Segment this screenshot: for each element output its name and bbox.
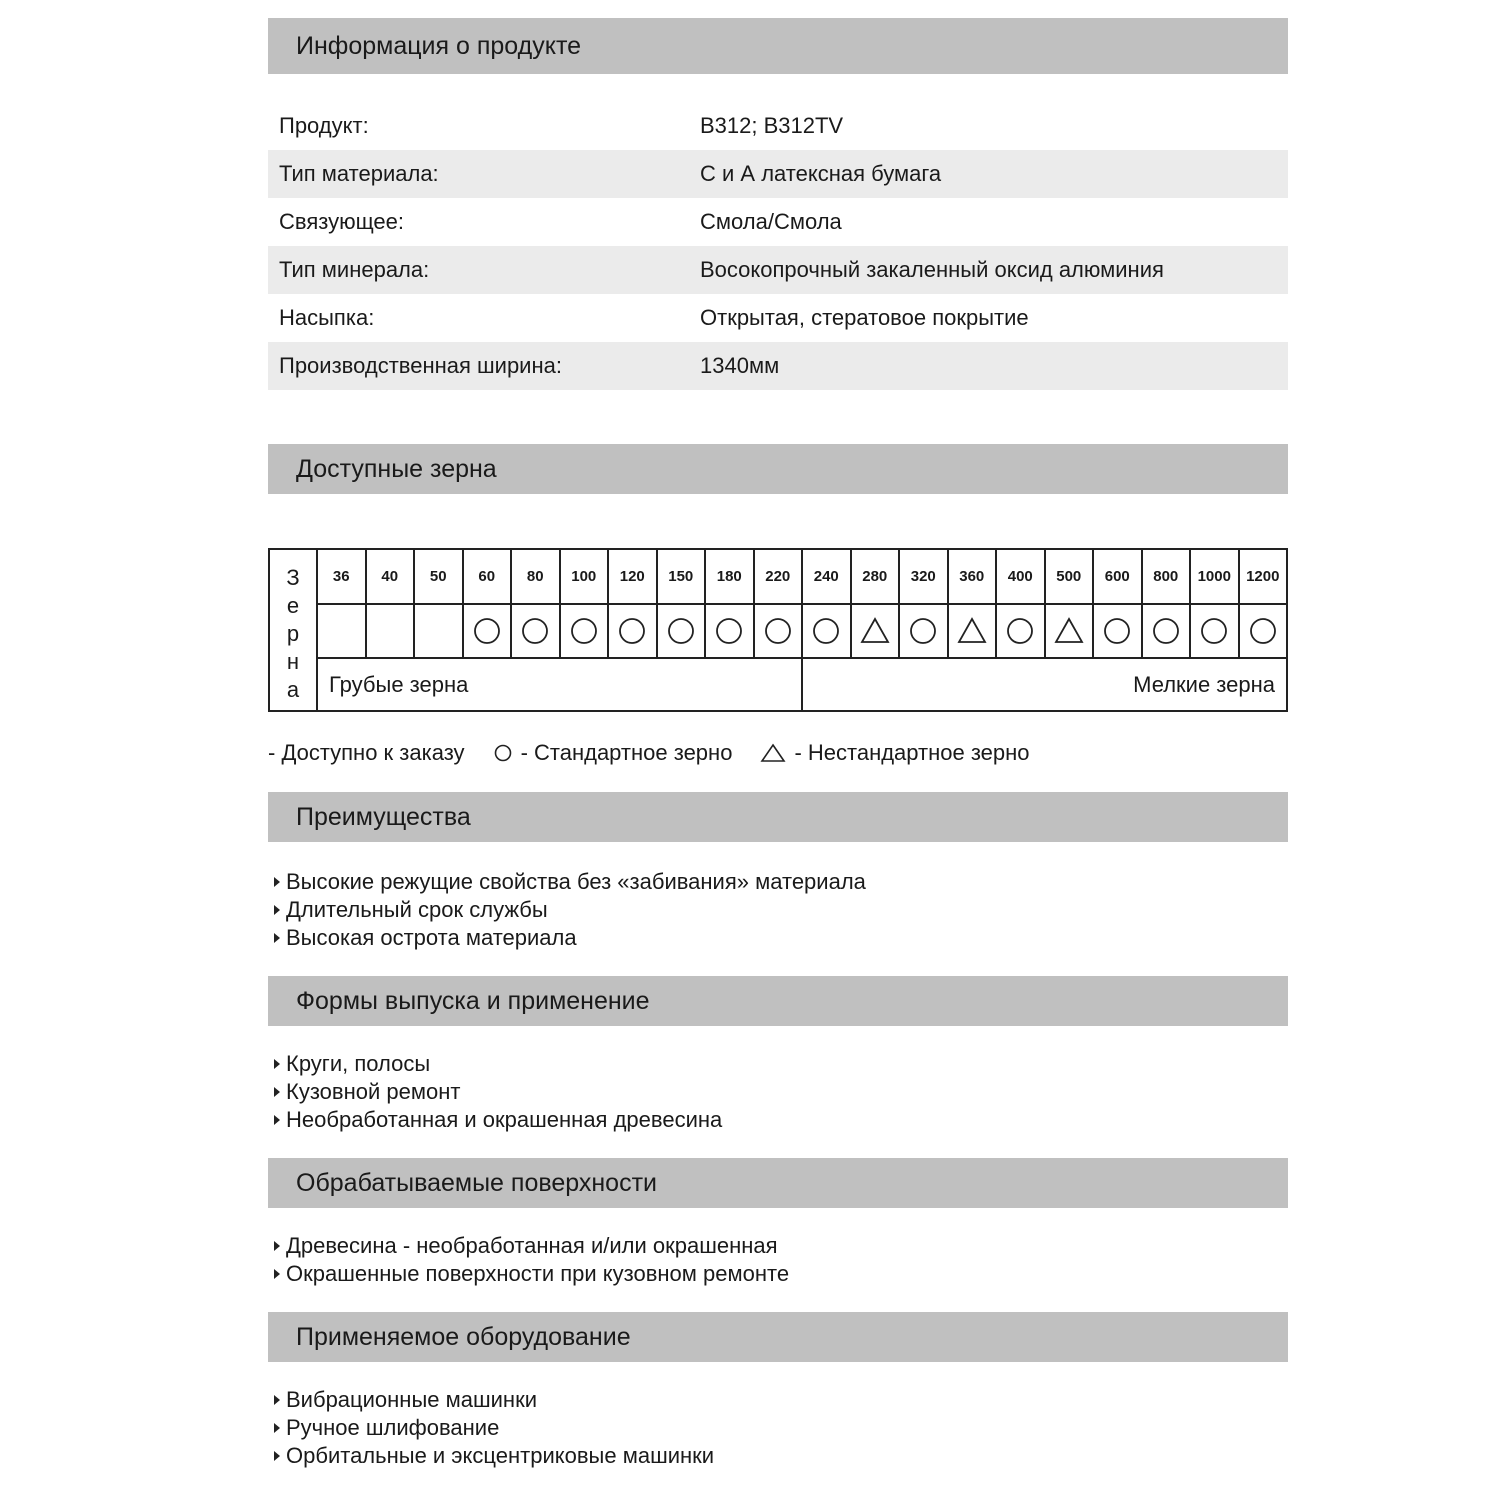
grit-number-cell: 320	[899, 549, 948, 604]
grit-mark-cell	[705, 604, 754, 658]
grit-number-cell: 1200	[1239, 549, 1288, 604]
grit-number-cell: 100	[560, 549, 609, 604]
info-row	[268, 294, 1288, 342]
list-item	[268, 1050, 1288, 1078]
list-item	[268, 1414, 1288, 1442]
bullet-arrow-icon	[268, 1086, 286, 1098]
list-item	[268, 1386, 1288, 1414]
grit-number-cell: 80	[511, 549, 560, 604]
list-item-text: Кузовной ремонт	[286, 1079, 461, 1104]
grit-table	[268, 548, 1288, 712]
grit-mark-cell	[657, 604, 706, 658]
info-label: Тип минерала:	[279, 257, 430, 282]
grit-number-cell: 240	[802, 549, 851, 604]
info-value: Восокопрочный закаленный оксид алюминия	[700, 257, 1164, 282]
grit-mark-cell	[1142, 604, 1191, 658]
grit-legend	[268, 740, 1030, 766]
grit-number-cell: 400	[996, 549, 1045, 604]
circle-icon	[714, 616, 744, 646]
legend-standard: - Стандартное зерно	[520, 740, 733, 765]
list-item	[268, 1232, 1288, 1260]
list-item-text: Древесина - необработанная и/или окрашенная	[286, 1233, 778, 1258]
circle-icon	[520, 616, 550, 646]
grit-number-row	[269, 549, 1287, 604]
grit-table-wrap	[268, 548, 1288, 712]
bullet-arrow-icon	[268, 1422, 286, 1434]
grit-number-cell: 800	[1142, 549, 1191, 604]
coarse-label: Грубые зерна	[317, 658, 802, 711]
info-row	[268, 246, 1288, 294]
equipment-list	[268, 1386, 1288, 1470]
list-item-text: Необработанная и окрашенная древесина	[286, 1107, 723, 1132]
info-value: Открытая, стератовое покрытие	[700, 305, 1029, 330]
grit-number-cell: 600	[1093, 549, 1142, 604]
grit-mark-cell	[511, 604, 560, 658]
grit-number-cell: 150	[657, 549, 706, 604]
legend-nonstandard: - Нестандартное зерно	[794, 740, 1030, 765]
info-row	[268, 150, 1288, 198]
grit-mark-cell	[463, 604, 512, 658]
grit-number-cell: 1000	[1190, 549, 1239, 604]
surfaces-section	[268, 1158, 1288, 1288]
list-item	[268, 1078, 1288, 1106]
grit-mark-cell	[1093, 604, 1142, 658]
info-value: Смола/Смола	[700, 209, 842, 234]
grit-category-row	[269, 658, 1287, 711]
grit-mark-cell	[1045, 604, 1094, 658]
grits-header: Доступные зерна	[268, 444, 1288, 494]
bullet-arrow-icon	[268, 932, 286, 944]
grit-number-cell: 60	[463, 549, 512, 604]
triangle-icon	[760, 743, 786, 763]
grit-number-cell: 360	[948, 549, 997, 604]
list-item-text: Окрашенные поверхности при кузовном ремонте	[286, 1261, 790, 1286]
grit-mark-cell	[1239, 604, 1288, 658]
grit-number-cell: 500	[1045, 549, 1094, 604]
grit-mark-cell	[317, 604, 366, 658]
product-info-section	[268, 18, 1288, 390]
circle-icon	[569, 616, 599, 646]
triangle-icon	[860, 616, 890, 646]
circle-icon	[1248, 616, 1278, 646]
info-label: Связующее:	[279, 209, 405, 234]
list-item-text: Круги, полосы	[286, 1051, 431, 1076]
circle-icon	[1005, 616, 1035, 646]
bullet-arrow-icon	[268, 1240, 286, 1252]
info-label: Насыпка:	[279, 305, 375, 330]
info-label: Продукт:	[279, 113, 369, 138]
grit-number-cell: 220	[754, 549, 803, 604]
list-item	[268, 1106, 1288, 1134]
forms-section	[268, 976, 1288, 1134]
product-info-table	[268, 102, 1288, 390]
side-label-letter: н	[286, 649, 300, 674]
legend-available: - Доступно к заказу	[268, 740, 465, 765]
side-label-letter: р	[286, 621, 300, 646]
grit-mark-cell	[414, 604, 463, 658]
surfaces-list	[268, 1232, 1288, 1288]
bullet-arrow-icon	[268, 1450, 286, 1462]
fine-label: Мелкие зерна	[802, 658, 1287, 711]
triangle-icon	[1054, 616, 1084, 646]
grit-mark-row	[269, 604, 1287, 658]
side-label-letter: е	[286, 593, 300, 618]
bullet-arrow-icon	[268, 1058, 286, 1070]
circle-icon	[908, 616, 938, 646]
grit-number-cell: 280	[851, 549, 900, 604]
side-label-letter: З	[286, 565, 300, 590]
circle-icon	[493, 743, 513, 763]
grit-mark-cell	[366, 604, 415, 658]
grit-number-cell: 40	[366, 549, 415, 604]
list-item	[268, 1442, 1288, 1470]
product-info-header: Информация о продукте	[268, 18, 1288, 74]
info-row	[268, 198, 1288, 246]
surfaces-header: Обрабатываемые поверхности	[268, 1158, 1288, 1208]
advantages-list	[268, 868, 1288, 952]
circle-icon	[1199, 616, 1229, 646]
equipment-section	[268, 1312, 1288, 1470]
advantages-section	[268, 792, 1288, 952]
equipment-header: Применяемое оборудование	[268, 1312, 1288, 1362]
list-item	[268, 1260, 1288, 1288]
bullet-arrow-icon	[268, 876, 286, 888]
grit-mark-cell	[754, 604, 803, 658]
info-row	[268, 102, 1288, 150]
grit-mark-cell	[560, 604, 609, 658]
circle-icon	[811, 616, 841, 646]
circle-icon	[472, 616, 502, 646]
list-item	[268, 924, 1288, 952]
info-label: Производственная ширина:	[279, 353, 562, 378]
list-item-text: Орбитальные и эксцентриковые машинки	[286, 1443, 715, 1468]
grit-number-cell: 50	[414, 549, 463, 604]
bullet-arrow-icon	[268, 1114, 286, 1126]
grit-mark-cell	[802, 604, 851, 658]
circle-icon	[1151, 616, 1181, 646]
grit-side-label	[269, 549, 317, 711]
circle-icon	[666, 616, 696, 646]
info-row	[268, 342, 1288, 390]
list-item-text: Высокая острота материала	[286, 925, 577, 950]
grits-section	[268, 444, 1288, 494]
list-item-text: Высокие режущие свойства без «забивания» материала	[286, 869, 866, 894]
forms-list	[268, 1050, 1288, 1134]
bullet-arrow-icon	[268, 904, 286, 916]
grit-mark-cell	[608, 604, 657, 658]
info-value: B312; B312TV	[700, 113, 844, 138]
grit-mark-cell	[851, 604, 900, 658]
circle-icon	[763, 616, 793, 646]
circle-icon	[617, 616, 647, 646]
bullet-arrow-icon	[268, 1268, 286, 1280]
grit-mark-cell	[948, 604, 997, 658]
advantages-header: Преимущества	[268, 792, 1288, 842]
bullet-arrow-icon	[268, 1394, 286, 1406]
side-label-letter: а	[286, 677, 300, 702]
grit-mark-cell	[1190, 604, 1239, 658]
list-item-text: Вибрационные машинки	[286, 1387, 537, 1412]
grit-number-cell: 180	[705, 549, 754, 604]
info-value: С и А латексная бумага	[700, 161, 942, 186]
list-item	[268, 868, 1288, 896]
grit-mark-cell	[899, 604, 948, 658]
forms-header: Формы выпуска и применение	[268, 976, 1288, 1026]
triangle-icon	[957, 616, 987, 646]
grit-mark-cell	[996, 604, 1045, 658]
grit-number-cell: 36	[317, 549, 366, 604]
list-item-text: Ручное шлифование	[286, 1415, 500, 1440]
list-item	[268, 896, 1288, 924]
info-label: Тип материала:	[279, 161, 439, 186]
circle-icon	[1102, 616, 1132, 646]
info-value: 1340мм	[700, 353, 780, 378]
list-item-text: Длительный срок службы	[286, 897, 548, 922]
grit-number-cell: 120	[608, 549, 657, 604]
